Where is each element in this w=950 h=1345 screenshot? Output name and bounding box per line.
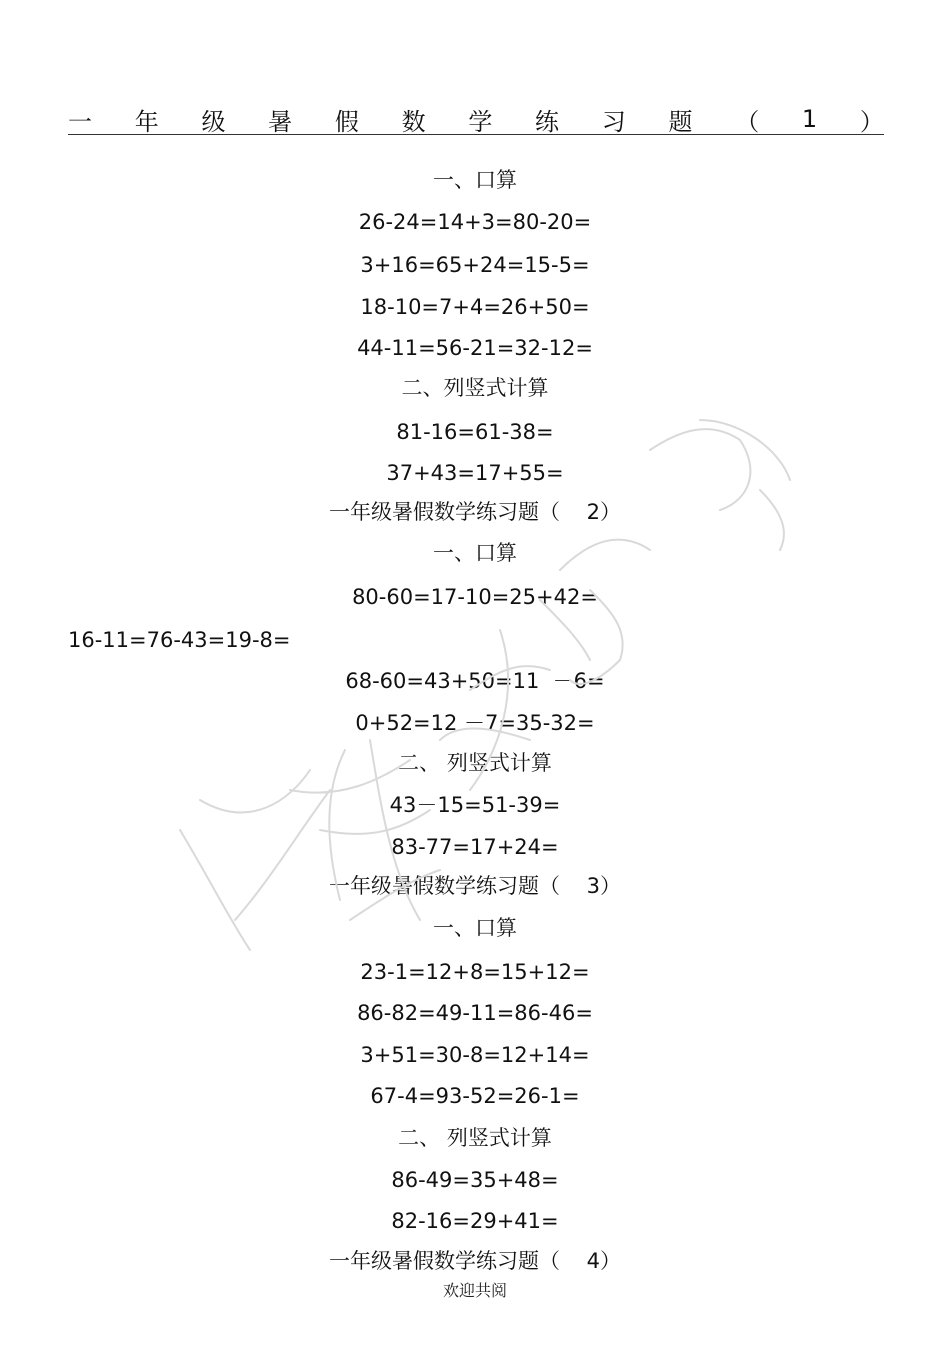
exercise-line: 43－15=51-39=: [389, 793, 561, 817]
exercise-line: 83-77=17+24=: [391, 835, 559, 859]
title-char: ）: [859, 107, 884, 136]
worksheet-heading: 一年级暑假数学练习题（ 4）: [328, 1249, 622, 1273]
section-heading: 一、口算: [433, 541, 517, 565]
title-char: （: [735, 107, 760, 136]
exercise-line: 26-24=14+3=80-20=: [358, 210, 592, 234]
exercise-line: 67-4=93-52=26-1=: [370, 1084, 580, 1108]
exercise-line: 37+43=17+55=: [386, 461, 564, 485]
title-char: 1: [801, 105, 818, 133]
title-char: 一: [68, 107, 92, 136]
title-char: 题: [668, 107, 693, 136]
exercise-line: 82-16=29+41=: [391, 1209, 559, 1233]
title-char: 学: [468, 107, 493, 136]
exercise-line: 23-1=12+8=15+12=: [360, 960, 590, 984]
exercise-line: 3+51=30-8=12+14=: [360, 1043, 590, 1067]
exercise-line: 16-11=76-43=19-8=: [68, 628, 291, 652]
title-char: 级: [201, 107, 226, 136]
exercise-line: 86-49=35+48=: [391, 1168, 559, 1192]
exercise-line: 0+52=12 －7=35-32=: [355, 711, 595, 735]
section-heading: 二、列竖式计算: [401, 376, 549, 400]
page-footer: 欢迎共阅: [442, 1281, 507, 1300]
exercise-line: 44-11=56-21=32-12=: [357, 336, 593, 360]
exercise-line: 86-82=49-11=86-46=: [357, 1001, 593, 1025]
section-heading: 二、 列竖式计算: [398, 1126, 552, 1150]
title-char: 练: [535, 107, 560, 136]
section-heading: 一、口算: [433, 168, 517, 192]
document-title: [68, 104, 884, 135]
title-char: 习: [601, 107, 626, 136]
exercise-line: 18-10=7+4=26+50=: [360, 295, 590, 319]
exercise-line: 81-16=61-38=: [396, 420, 554, 444]
section-heading: 二、 列竖式计算: [398, 751, 552, 775]
worksheet-heading: 一年级暑假数学练习题（ 2）: [328, 500, 622, 524]
title-char: 年: [134, 107, 159, 136]
title-char: 数: [401, 107, 426, 136]
exercise-line: 80-60=17-10=25+42=: [352, 585, 598, 609]
exercise-line: 3+16=65+24=15-5=: [360, 253, 590, 277]
section-heading: 一、口算: [433, 916, 517, 940]
worksheet-heading: 一年级暑假数学练习题（ 3）: [328, 874, 622, 898]
title-char: 暑: [268, 107, 293, 136]
title-char: 假: [334, 107, 359, 136]
exercise-line: 68-60=43+50=11 －6=: [345, 669, 605, 693]
